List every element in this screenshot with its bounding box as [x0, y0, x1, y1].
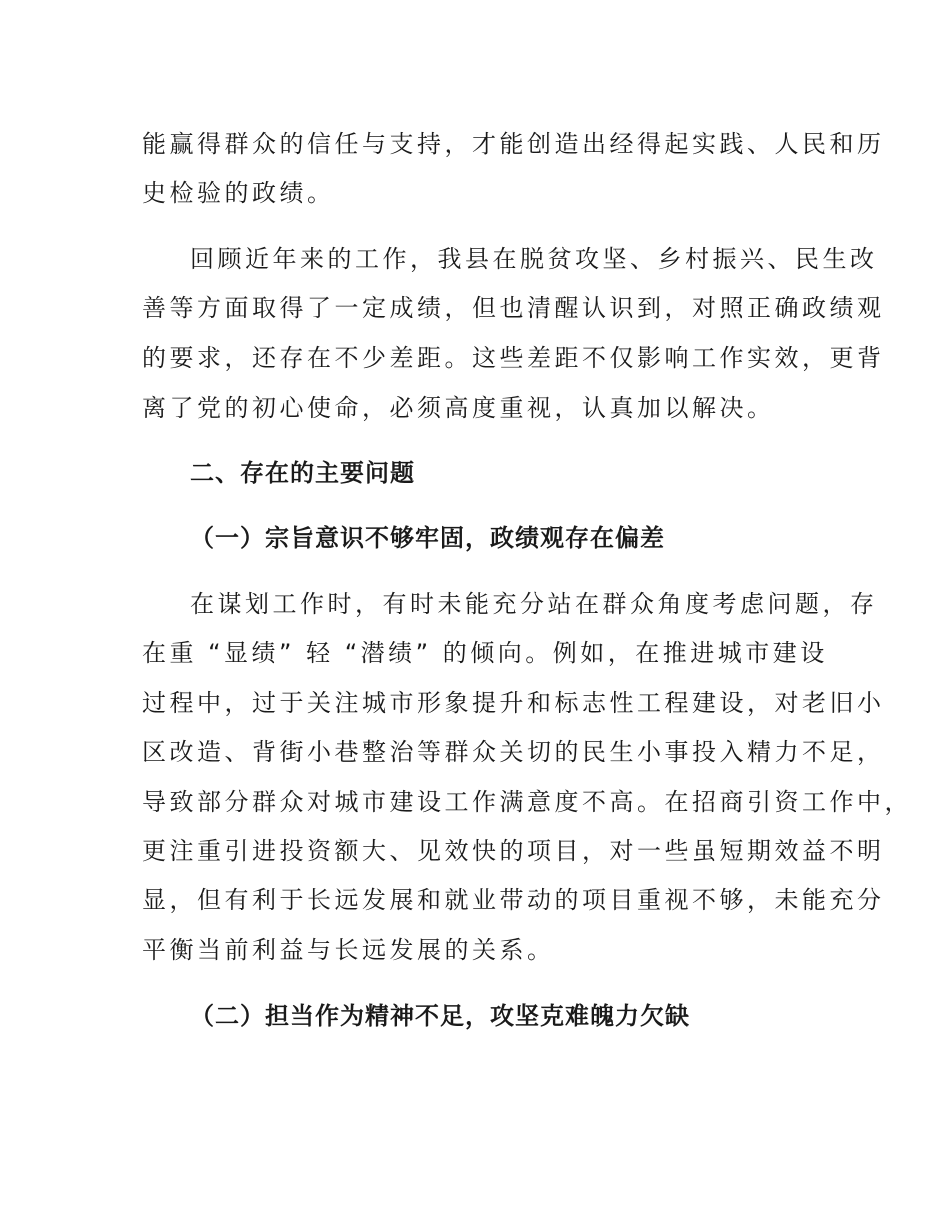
paragraph-line: 在重 “显绩” 轻 “潜绩” 的倾向。例如，在推进城市建设 — [142, 639, 828, 667]
subsection-heading: （一）宗旨意识不够牢固，政绩观存在偏差 — [190, 524, 665, 552]
subsection-heading: （二）担当作为精神不足，攻坚克难魄力欠缺 — [190, 1002, 690, 1030]
paragraph-line: 史检验的政绩。 — [142, 179, 335, 207]
paragraph-line: 导致部分群众对城市建设工作满意度不高。在招商引资工作中， — [142, 788, 912, 816]
paragraph-line: 更注重引进投资额大、见效快的项目，对一些虽短期效益不明 — [142, 837, 885, 865]
paragraph-line: 能赢得群众的信任与支持，才能创造出经得起实践、人民和历 — [142, 130, 885, 158]
paragraph-line: 显，但有利于长远发展和就业带动的项目重视不够，未能充分 — [142, 886, 885, 914]
paragraph-line: 离了党的初心使命，必须高度重视，认真加以解决。 — [142, 394, 775, 422]
paragraph-line: 的要求，还存在不少差距。这些差距不仅影响工作实效，更背 — [142, 344, 885, 372]
paragraph-line: 回顾近年来的工作，我县在脱贫攻坚、乡村振兴、民生改 — [190, 245, 878, 273]
paragraph-line: 过程中，过于关注城市形象提升和标志性工程建设，对老旧小 — [142, 689, 885, 717]
section-heading: 二、存在的主要问题 — [190, 459, 415, 487]
paragraph-line: 区改造、背街小巷整治等群众关切的民生小事投入精力不足， — [142, 738, 885, 766]
paragraph-line: 在谋划工作时，有时未能充分站在群众角度考虑问题，存 — [190, 590, 878, 618]
paragraph-line: 平衡当前利益与长远发展的关系。 — [142, 936, 555, 964]
paragraph-line: 善等方面取得了一定成绩，但也清醒认识到，对照正确政绩观 — [142, 294, 885, 322]
